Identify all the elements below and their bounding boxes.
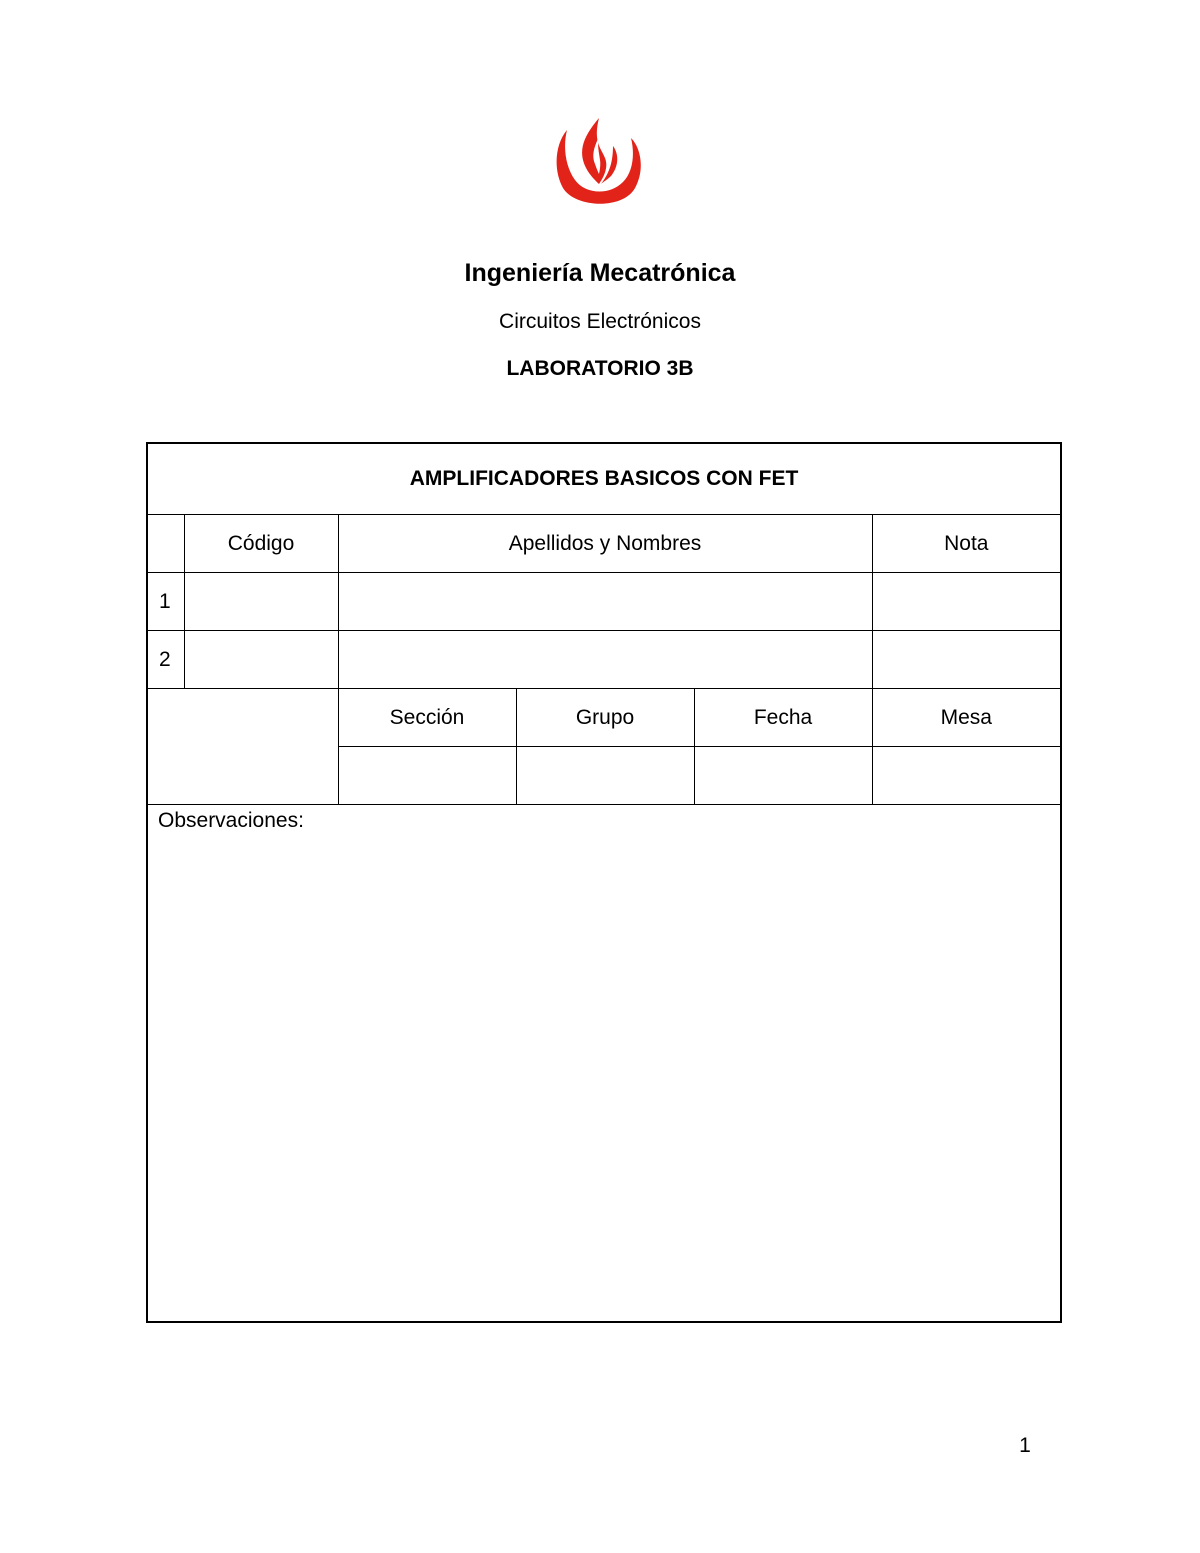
blank-cell [147, 689, 338, 805]
meta-header-row [147, 689, 1061, 747]
grade-field[interactable] [872, 631, 1061, 689]
grade-header: Nota [872, 515, 1061, 573]
table-row [147, 573, 1061, 631]
page-title: Ingeniería Mecatrónica [464, 259, 736, 287]
code-field[interactable] [184, 573, 338, 631]
code-field[interactable] [184, 631, 338, 689]
date-field[interactable] [694, 747, 872, 805]
course-name: Circuitos Electrónicos [499, 310, 701, 333]
cover-form-table [146, 442, 1062, 1323]
observations-label: Observaciones: [158, 809, 304, 832]
group-field[interactable] [516, 747, 694, 805]
row-number: 1 [147, 573, 184, 631]
date-header: Fecha [694, 689, 872, 747]
observations-field[interactable] [147, 805, 1061, 1323]
table-row [147, 631, 1061, 689]
table-field[interactable] [872, 747, 1061, 805]
experiment-title: AMPLIFICADORES BASICOS CON FET [147, 443, 1061, 515]
upc-flame-logo-icon [553, 118, 645, 214]
number-header-cell [147, 515, 184, 573]
lab-label: LABORATORIO 3B [506, 357, 694, 380]
names-field[interactable] [338, 631, 872, 689]
section-header: Sección [338, 689, 516, 747]
names-header: Apellidos y Nombres [338, 515, 872, 573]
code-header: Código [184, 515, 338, 573]
table-header: Mesa [872, 689, 1061, 747]
row-number: 2 [147, 631, 184, 689]
page-number: 1 [1019, 1434, 1031, 1457]
grade-field[interactable] [872, 573, 1061, 631]
table-header-row [147, 515, 1061, 573]
section-field[interactable] [338, 747, 516, 805]
names-field[interactable] [338, 573, 872, 631]
group-header: Grupo [516, 689, 694, 747]
